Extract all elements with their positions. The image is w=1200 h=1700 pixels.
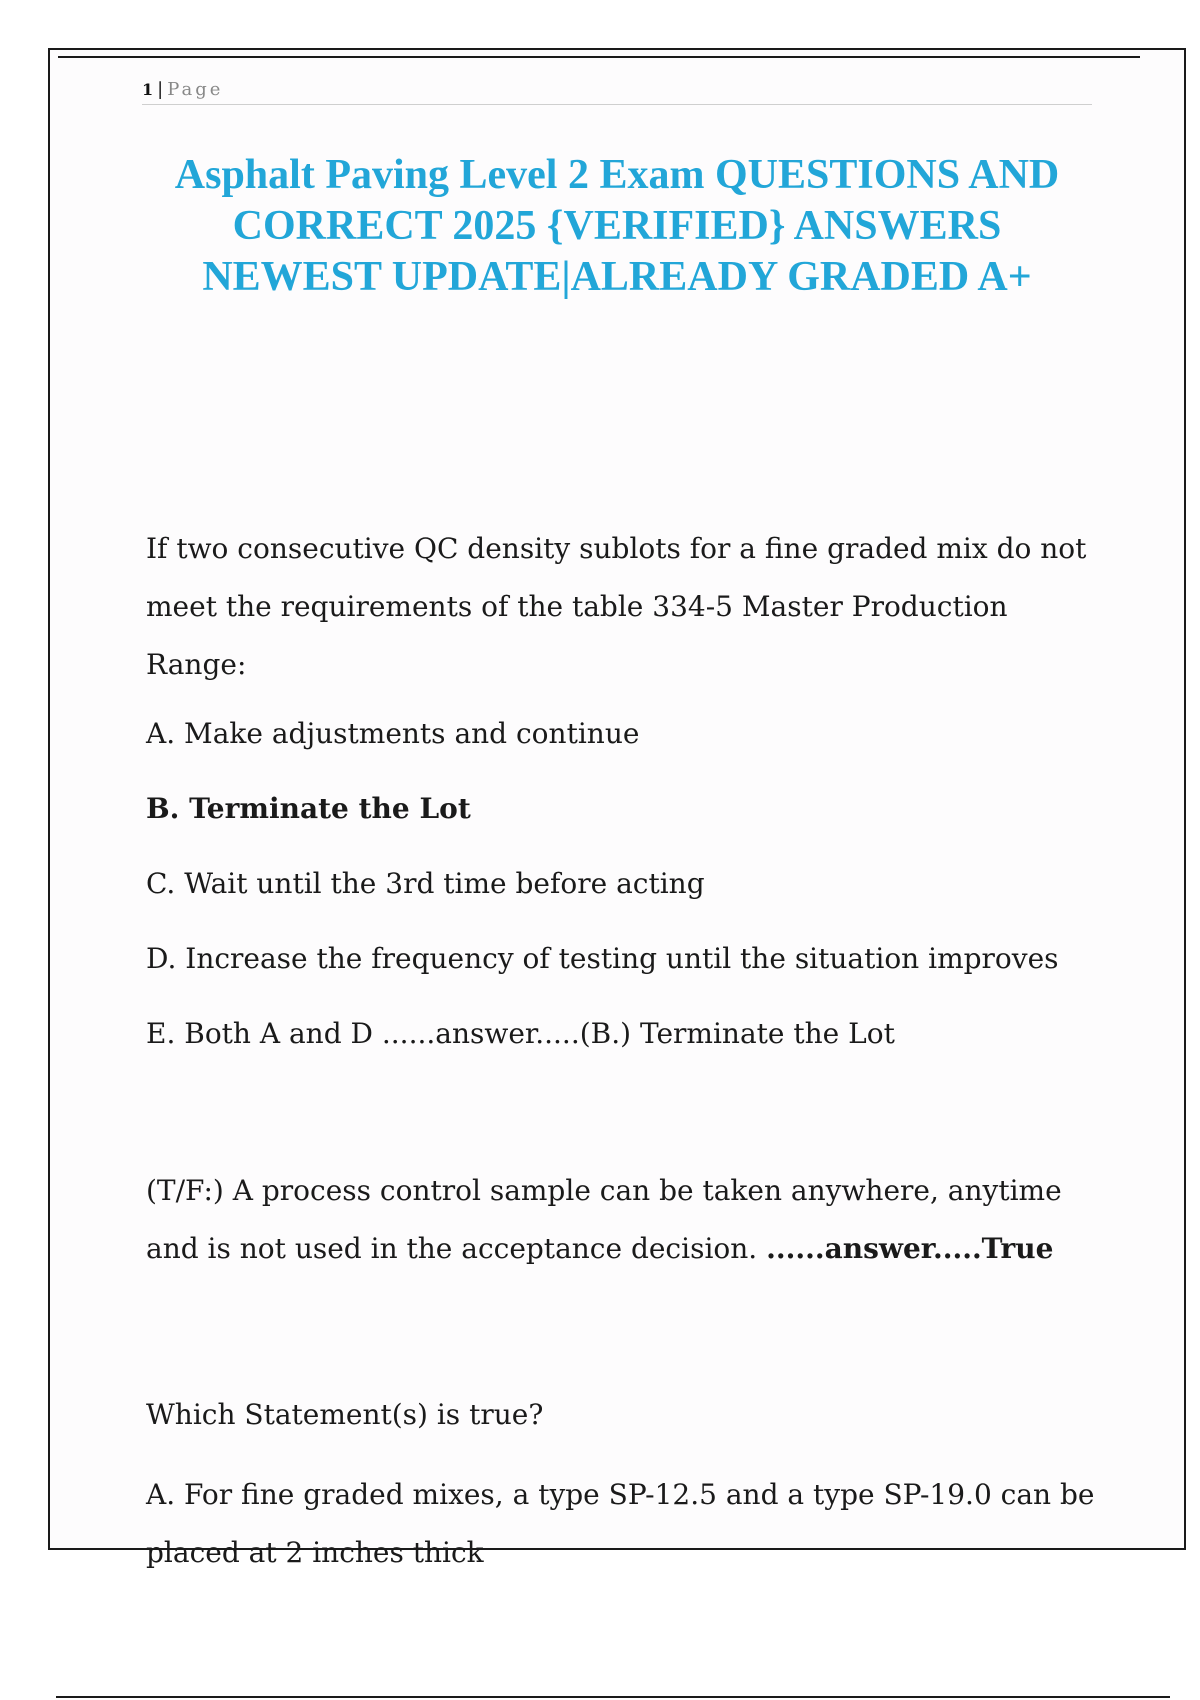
- document-title: [130, 150, 1104, 303]
- title-line-2: CORRECT 2025 {VERIFIED} ANSWERS: [232, 203, 1002, 249]
- question-2-text: [146, 1162, 1114, 1278]
- question-1-text: [146, 520, 1114, 694]
- title-line-3: NEWEST UPDATE|ALREADY GRADED A+: [202, 254, 1032, 300]
- page-number: 1: [142, 79, 154, 99]
- question-1-option-d: D. Increase the frequency of testing until the situation improves: [146, 942, 1059, 975]
- question-2: [146, 1162, 1114, 1278]
- question-3-option-a-line-1: A. For fine graded mixes, a type SP-12.5 and a type SP-19.0 can be: [146, 1478, 1095, 1511]
- question-1-line-1: If two consecutive QC density sublots for a fine graded mix do not: [146, 532, 1087, 565]
- question-3-text: Which Statement(s) is true?: [146, 1398, 544, 1431]
- top-rule: [58, 56, 1140, 58]
- bottom-rule: [56, 1696, 1170, 1698]
- question-3-option-a: [146, 1466, 1114, 1582]
- title-line-1: Asphalt Paving Level 2 Exam QUESTIONS AND: [174, 152, 1060, 198]
- question-2-answer: ......answer.....True: [766, 1232, 1054, 1265]
- page-separator: |: [157, 78, 164, 100]
- question-1-option-c: C. Wait until the 3rd time before acting: [146, 867, 705, 900]
- question-1-option-e: E. Both A and D ......answer.....(B.) Terminate the Lot: [146, 1017, 895, 1050]
- question-3: [146, 1386, 1114, 1582]
- page-header: [142, 74, 1092, 105]
- document-content: [146, 520, 1114, 1582]
- question-2-line-2: and is not used in the acceptance decision.: [146, 1232, 767, 1265]
- question-1-line-2: meet the requirements of the table 334-5 Master Production Range:: [146, 590, 1008, 681]
- page-frame: [48, 48, 1186, 1569]
- question-2-line-1: (T/F:) A process control sample can be taken anywhere, anytime: [146, 1174, 1062, 1207]
- question-3-option-a-line-2: placed at 2 inches thick: [146, 1536, 484, 1569]
- question-1-option-a: A. Make adjustments and continue: [146, 717, 640, 750]
- page-label: Page: [167, 78, 224, 100]
- question-1-option-b: B. Terminate the Lot: [146, 792, 471, 825]
- question-1: [146, 520, 1114, 1052]
